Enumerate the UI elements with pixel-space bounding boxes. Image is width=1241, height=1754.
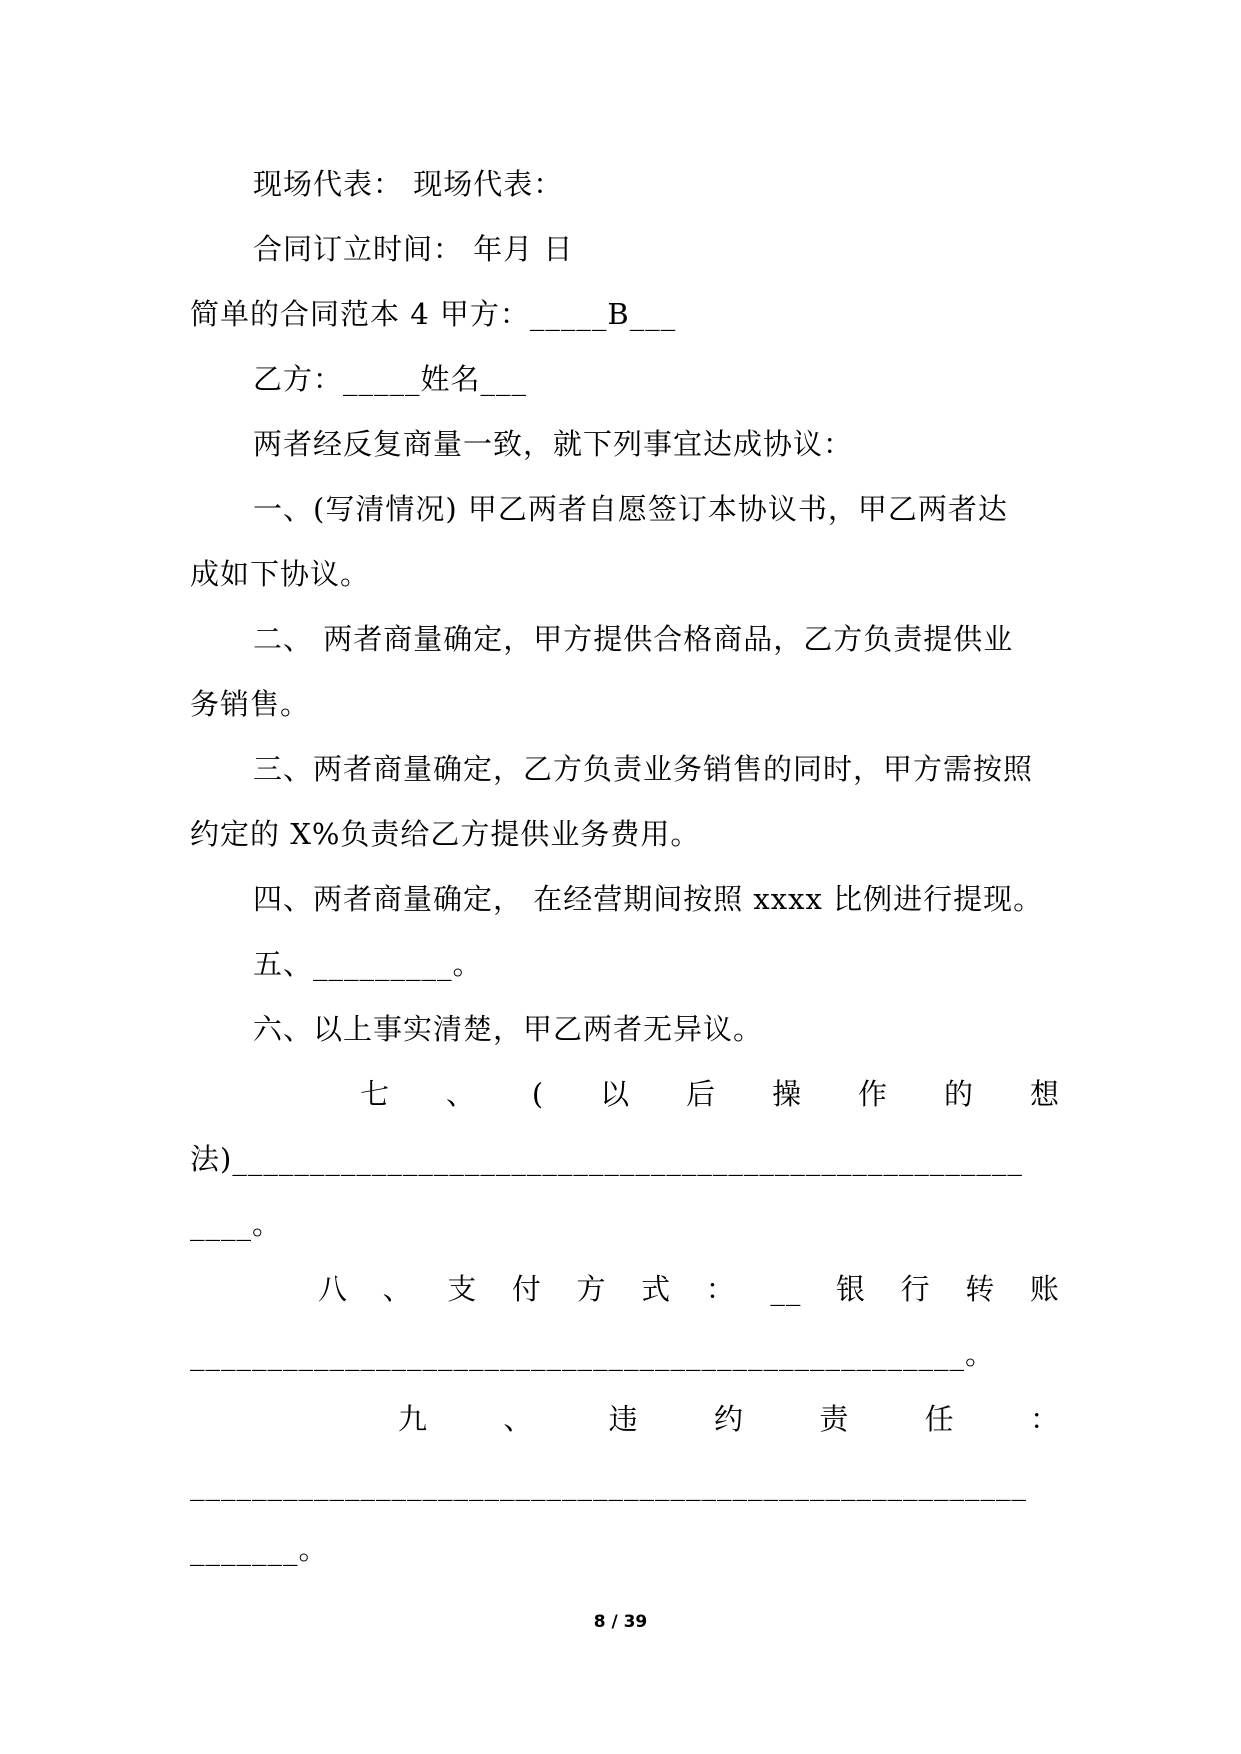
text-char: 支 (447, 1272, 478, 1306)
text-line: 简单的合同范本 4 甲方：_____B___ (190, 297, 677, 331)
text-char: 、 (503, 1402, 534, 1436)
text-line: 现场代表： 现场代表： (253, 167, 564, 201)
text-line: __________________________________________________。 (190, 1337, 996, 1371)
text-char: ： (705, 1272, 736, 1306)
text-line: 一、(写清情况) 甲乙两者自愿签订本协议书，甲乙两者达 (253, 492, 1008, 526)
text-char: 付 (511, 1272, 542, 1306)
text-char: 七 (360, 1077, 391, 1111)
text-line: 两者经反复商量一致，就下列事宜达成协议： (253, 427, 854, 461)
text-char: 约 (713, 1402, 744, 1436)
clause-7-heading (360, 1074, 1060, 1114)
text-char: 银 (835, 1272, 866, 1306)
text-char: ： (1029, 1402, 1060, 1436)
text-char: 违 (608, 1402, 639, 1436)
text-char: 后 (686, 1077, 717, 1111)
text-line: 五、_________。 (253, 947, 483, 981)
text-char: ( (531, 1077, 545, 1111)
text-char: 账 (1029, 1272, 1060, 1306)
text-char: __ (770, 1272, 802, 1306)
text-char: 、 (445, 1077, 476, 1111)
page-number: 8 / 39 (593, 1612, 648, 1632)
text-char: 的 (943, 1077, 974, 1111)
text-char: 八 (318, 1272, 349, 1306)
text-line: ____。 (190, 1207, 283, 1241)
text-line: 六、以上事实清楚，甲乙两者无异议。 (253, 1012, 764, 1046)
text-char: 行 (900, 1272, 931, 1306)
text-line: 二、 两者商量确定，甲方提供合格商品，乙方负责提供业 (253, 622, 1014, 656)
text-line: 三、两者商量确定，乙方负责业务销售的同时，甲方需按照 (253, 752, 1034, 786)
text-line: 约定的 X%负责给乙方提供业务费用。 (190, 817, 701, 851)
text-char: 作 (858, 1077, 889, 1111)
text-line: 乙方：_____姓名___ (253, 362, 528, 396)
text-line: _______。 (190, 1532, 329, 1566)
text-line: 成如下协议。 (190, 557, 371, 591)
text-char: 方 (576, 1272, 607, 1306)
clause-8-heading (318, 1269, 1060, 1309)
text-line: ______________________________________________________ (190, 1467, 1027, 1501)
text-char: 想 (1029, 1077, 1060, 1111)
text-line: 四、两者商量确定， 在经营期间按照 xxxx 比例进行提现。 (253, 882, 1044, 916)
text-char: 式 (641, 1272, 672, 1306)
text-char: 操 (772, 1077, 803, 1111)
text-line: 法)___________________________________________________ (190, 1142, 1023, 1176)
text-char: 责 (819, 1402, 850, 1436)
text-line: 务销售。 (190, 687, 311, 721)
text-char: 转 (965, 1272, 996, 1306)
text-char: 九 (398, 1402, 429, 1436)
text-char: 任 (924, 1402, 955, 1436)
clause-9-heading (398, 1399, 1060, 1439)
text-char: 以 (600, 1077, 631, 1111)
text-line: 合同订立时间： 年月 日 (253, 232, 574, 266)
text-char: 、 (382, 1272, 413, 1306)
